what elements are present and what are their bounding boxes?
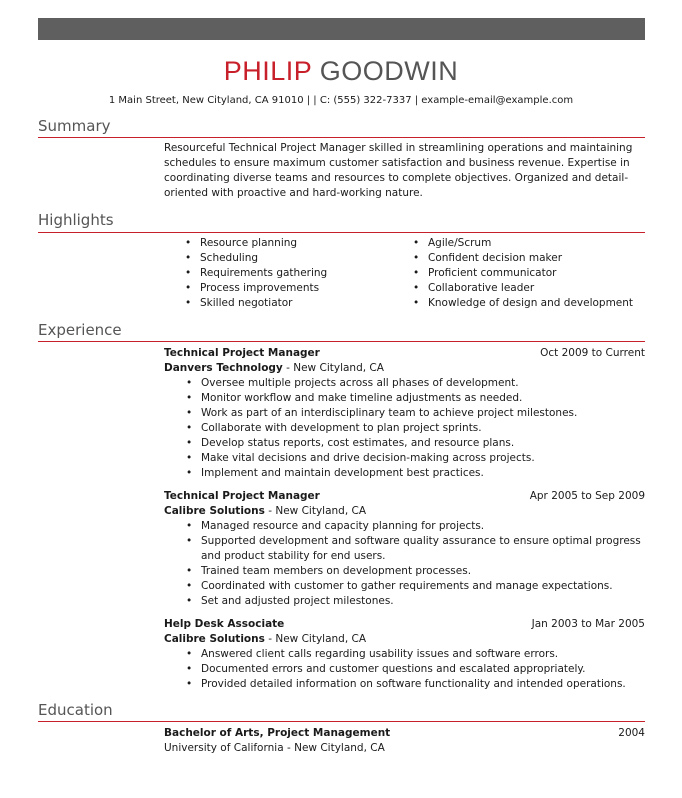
list-item: • Make vital decisions and drive decision-making across projects. [186, 451, 645, 466]
summary-line: oriented with proactive and hard-working nature. [164, 187, 423, 199]
experience-entry [164, 489, 645, 609]
header-bar [38, 18, 645, 40]
list-item: • Collaborate with development to plan project sprints. [186, 421, 645, 436]
company-location: - New Cityland, CA [282, 362, 384, 374]
company-location: - New Cityland, CA [264, 505, 367, 517]
list-item: • Knowledge of design and development [413, 296, 633, 311]
job-bullets [186, 647, 645, 692]
job-title: Technical Project Manager [164, 347, 320, 359]
list-item: • Agile/Scrum [413, 236, 633, 251]
job-dates: Jan 2003 to Mar 2005 [531, 618, 645, 630]
section-rule [38, 341, 645, 342]
job-dates: Apr 2005 to Sep 2009 [529, 490, 645, 502]
section-rule [38, 232, 645, 233]
list-item: • Skilled negotiator [185, 296, 327, 311]
list-item: • Develop status reports, cost estimates, and resource plans. [186, 436, 645, 451]
school: University of California - New Cityland, CA [164, 742, 385, 754]
first-name: PHILIP [223, 56, 312, 86]
job-bullets [186, 519, 645, 609]
company-name: Danvers Technology [164, 362, 283, 374]
list-item: • Set and adjusted project milestones. [186, 594, 645, 609]
contact-line: 1 Main Street, New Cityland, CA 91010 | | C: (555) 322-7337 | example-email@example.com [108, 95, 574, 106]
list-item: • Managed resource and capacity planning for projects. [186, 519, 645, 534]
list-item: • Collaborative leader [413, 281, 633, 296]
company-name: Calibre Solutions [164, 505, 265, 517]
list-item: • Answered client calls regarding usability issues and software errors. [186, 647, 645, 662]
last-name: GOODWIN [319, 56, 459, 86]
section-title-experience: Experience [38, 321, 122, 339]
summary-text [164, 141, 634, 201]
summary-line: schedules to ensure maximum customer satisfaction and business revenue. Expertise in [164, 157, 630, 169]
list-item: • Process improvements [185, 281, 327, 296]
graduation-year: 2004 [618, 727, 645, 739]
job-dates: Oct 2009 to Current [540, 347, 645, 359]
list-item: • Provided detailed information on software functionality and intended operations. [186, 677, 645, 692]
list-item: • Confident decision maker [413, 251, 633, 266]
experience-entry [164, 617, 645, 692]
list-item: • Requirements gathering [185, 266, 327, 281]
section-rule [38, 721, 645, 722]
company-location: - New Cityland, CA [264, 633, 367, 645]
section-title-highlights: Highlights [38, 211, 114, 229]
summary-line: coordinating diverse teams and resources to complete objectives. Organized and detail- [164, 172, 629, 184]
highlights-list-right [413, 236, 633, 311]
degree: Bachelor of Arts, Project Management [164, 727, 391, 739]
list-item: • Resource planning [185, 236, 327, 251]
list-item: • Supported development and software quality assurance to ensure optimal progress and product stability for end users. [186, 534, 645, 564]
section-title-education: Education [38, 701, 113, 719]
company-name: Calibre Solutions [164, 633, 265, 645]
highlights-list-left [185, 236, 327, 311]
list-item: • Oversee multiple projects across all phases of development. [186, 376, 645, 391]
education-entry [164, 726, 645, 756]
experience-entry [164, 346, 645, 481]
list-item: • Coordinated with customer to gather requirements and manage expectations. [186, 579, 645, 594]
list-item: • Documented errors and customer questions and escalated appropriately. [186, 662, 645, 677]
section-title-summary: Summary [38, 117, 111, 135]
list-item: • Work as part of an interdisciplinary team to achieve project milestones. [186, 406, 645, 421]
list-item: • Implement and maintain development best practices. [186, 466, 645, 481]
list-item: • Scheduling [185, 251, 327, 266]
list-item: • Trained team members on development processes. [186, 564, 645, 579]
list-item: • Proficient communicator [413, 266, 633, 281]
candidate-name [0, 56, 682, 87]
section-rule [38, 137, 645, 138]
list-item: • Monitor workflow and make timeline adjustments as needed. [186, 391, 645, 406]
job-bullets [186, 376, 645, 481]
summary-line: Resourceful Technical Project Manager skilled in streamlining operations and maintaining [164, 142, 633, 154]
job-title: Help Desk Associate [164, 618, 285, 630]
job-title: Technical Project Manager [164, 490, 320, 502]
